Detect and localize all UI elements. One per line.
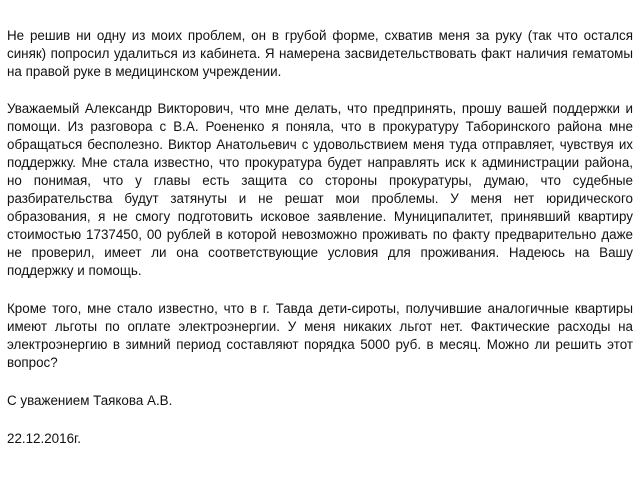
- text-line: электроэнергию в зимний период составляют порядка 5000 руб. в месяц. Можно ли решить этот: [7, 337, 633, 352]
- text-line: помощи. Из разговора с В.А. Роененко я поняла, что в прокуратуру Таборинского района мне: [7, 119, 633, 134]
- text-line: на правой руке в медицинском учреждении.: [7, 64, 282, 79]
- text-line: Уважаемый Александр Викторович, что мне делать, что предпринять, прошу вашей поддержки и: [7, 101, 633, 116]
- text-line: разбирательства будут затянуты и не решат мои проблемы. У меня нет юридического: [7, 191, 633, 206]
- text-line: вопрос?: [7, 355, 58, 370]
- text-line: образования, я не смогу подготовить исковое заявление. Муниципалитет, принявший квартиру: [7, 209, 633, 224]
- text-line: не проверил, имеет ли она соответствующие условия для проживания. Надеюсь на Вашу: [7, 245, 633, 260]
- text-line: обращаться бесполезно. Виктор Анатольевич с удовольствием меня туда отправляет, чувствуя их: [7, 137, 633, 152]
- text-line: поддержку и помощь.: [7, 263, 142, 278]
- text-line: синяк) попросил удалиться из кабинета. Я намерена засвидетельствовать факт наличия гематомы: [7, 46, 633, 61]
- signature: С уважением Таякова А.В.: [7, 393, 173, 408]
- letter-date: 22.12.2016г.: [7, 431, 81, 446]
- text-line: поддержку. Мне стала известно, что прокуратура будет направлять иск к администрации района,: [7, 155, 633, 170]
- text-line: Кроме того, мне стало известно, что в г. Тавда дети-сироты, получившие аналогичные квартиры: [7, 301, 633, 316]
- text-line: имеют льготы по оплате электроэнергии. У меня никаких льгот нет. Фактические расходы на: [7, 319, 633, 334]
- text-line: Не решив ни одну из моих проблем, он в грубой форме, схватив меня за руку (так что остался: [7, 28, 633, 43]
- text-line: но понимая, что у главы есть защита со стороны прокуратуры, думаю, что судебные: [7, 173, 633, 188]
- text-line: стоимостью 1737450, 00 рублей в которой невозможно проживать по факту предварительно даже: [7, 227, 633, 242]
